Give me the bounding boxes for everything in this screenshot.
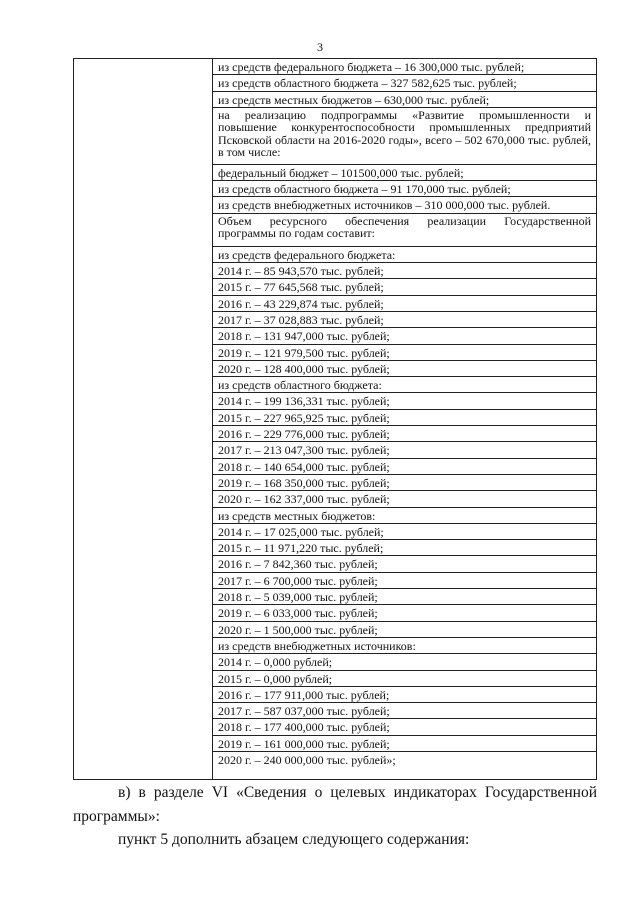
table-line: 2014 г. – 17 025,000 тыс. рублей; [213, 524, 596, 540]
table-line: 2019 г. – 121 979,500 тыс. рублей; [213, 345, 596, 361]
paragraph-item-5: пункт 5 дополнить абзацем следующего содержания: [118, 831, 470, 848]
table-line: 2018 г. – 5 039,000 тыс. рублей; [213, 589, 596, 605]
table-line: 2020 г. – 128 400,000 тыс. рублей; [213, 361, 596, 377]
resource-table [73, 58, 597, 780]
table-line: из средств областного бюджета: [213, 377, 596, 393]
paragraph-section-vi: в) в разделе VI «Сведения о целевых индикаторах Государственной программы»: [73, 784, 597, 825]
table-line: 2014 г. – 85 943,570 тыс. рублей; [213, 263, 596, 279]
table-line: 2016 г. – 229 776,000 тыс. рублей; [213, 426, 596, 442]
table-line: 2019 г. – 6 033,000 тыс. рублей; [213, 605, 596, 621]
subprogram-funding [213, 165, 596, 214]
table-line: 2019 г. – 161 000,000 тыс. рублей; [213, 736, 596, 752]
table-line: 2014 г. – 199 136,331 тыс. рублей; [213, 393, 596, 409]
table-line: из средств местных бюджетов: [213, 508, 596, 524]
volume-text: Объем ресурсного обеспечения реализации Государственной программы по годам составит: [213, 214, 596, 247]
table-line: 2019 г. – 168 350,000 тыс. рублей; [213, 475, 596, 491]
table-line: 2018 г. – 131 947,000 тыс. рублей; [213, 328, 596, 344]
page-number: 3 [317, 40, 323, 54]
table-line: 2016 г. – 43 229,874 тыс. рублей; [213, 296, 596, 312]
table-line: 2015 г. – 77 645,568 тыс. рублей; [213, 279, 596, 295]
table-left-column [74, 59, 213, 779]
table-line: 2020 г. – 240 000,000 тыс. рублей»; [218, 752, 396, 767]
table-line: 2016 г. – 7 842,360 тыс. рублей; [213, 556, 596, 572]
table-line: из средств внебюджетных источников – 310 000,000 тыс. рублей. [213, 197, 596, 213]
table-line: 2014 г. – 0,000 рублей; [213, 654, 596, 670]
yearly-funding [213, 247, 596, 769]
table-line: из средств федерального бюджета: [213, 247, 596, 263]
table-line: 2016 г. – 177 911,000 тыс. рублей; [213, 687, 596, 703]
table-line: 2018 г. – 177 400,000 тыс. рублей; [213, 719, 596, 735]
table-line: 2020 г. – 162 337,000 тыс. рублей; [213, 491, 596, 507]
table-line: 2020 г. – 1 500,000 тыс. рублей; [213, 622, 596, 638]
subprogram-text: на реализацию подпрограммы «Развитие промышленности и повышение конкурентоспособности промышленных предприятий Псковской области на 2016-2020 годы», всего – 502 670,000 тыс. рублей, в том числе: [213, 108, 596, 165]
table-line: 2017 г. – 37 028,883 тыс. рублей; [213, 312, 596, 328]
table-line: из средств областного бюджета – 91 170,000 тыс. рублей; [213, 181, 596, 197]
table-line: 2018 г. – 140 654,000 тыс. рублей; [213, 459, 596, 475]
funding-summary [213, 59, 596, 108]
table-line: 2017 г. – 213 047,300 тыс. рублей; [213, 442, 596, 458]
table-line: 2015 г. – 11 971,220 тыс. рублей; [213, 540, 596, 556]
table-line: 2017 г. – 6 700,000 тыс. рублей; [213, 573, 596, 589]
table-line: из средств областного бюджета – 327 582,625 тыс. рублей; [213, 75, 596, 91]
table-line: 2017 г. – 587 037,000 тыс. рублей; [213, 703, 596, 719]
table-line: из средств внебюджетных источников: [213, 638, 596, 654]
table-right-column [213, 59, 596, 779]
table-line: из средств федерального бюджета – 16 300,000 тыс. рублей; [213, 59, 596, 75]
table-line: из средств местных бюджетов – 630,000 тыс. рублей; [213, 92, 596, 108]
table-line: федеральный бюджет – 101500,000 тыс. рублей; [213, 165, 596, 181]
table-line: 2015 г. – 227 965,925 тыс. рублей; [213, 410, 596, 426]
table-line: 2015 г. – 0,000 рублей; [213, 671, 596, 687]
